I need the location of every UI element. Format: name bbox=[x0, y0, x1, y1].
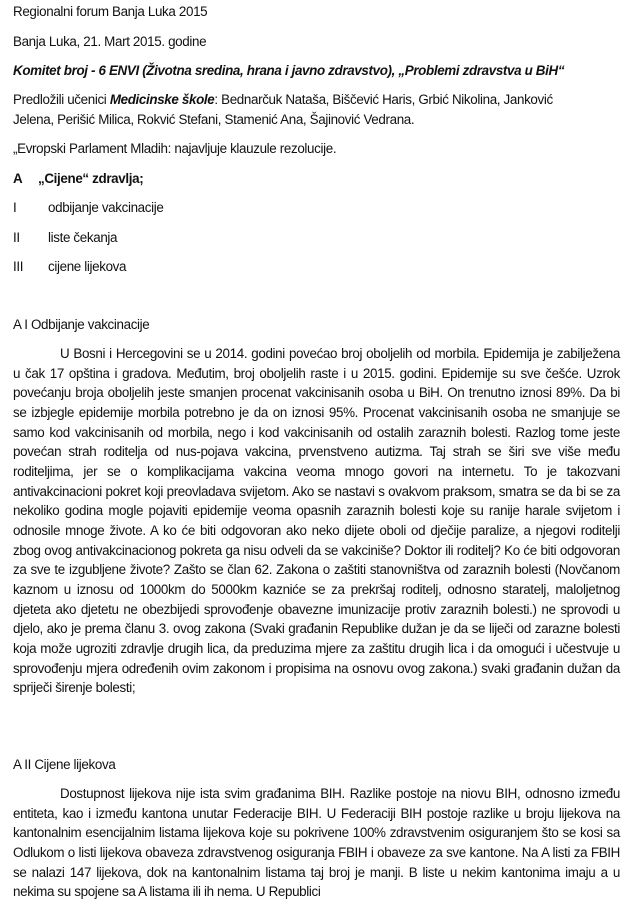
forum-title: Regionalni forum Banja Luka 2015 bbox=[13, 4, 208, 19]
proposer-names-2: Jelena, Perišić Milica, Rokvić Stefani, Stamenić Ana, Šajinović Vedrana. bbox=[13, 112, 415, 127]
outline-heading bbox=[13, 169, 143, 189]
announcement: „Evropski Parlament Mladih: najavljuje klauzule rezolucije. bbox=[13, 141, 337, 156]
outline-section-label: A bbox=[13, 171, 23, 186]
section-body-text: U Bosni i Hercegovini se u 2014. godini povećao broj oboljelih od morbila. Epidemija je zabilježena u čak 17 opština i gradova. Međutim, broj oboljelih raste i u 2015. godini. Epidemije su sve češće. Uzrok povećanju broja oboljelih jeste smanjen procenat vakcinisanih osoba u BiH. On trenutno iznosi 89%. Da bi se izbjegle epidemije morbila potrebno je da on iznosi 95%. Procenat vakcinisanih osoba ne smanjuje se samo kod vakcinisanih od morbila, nego i kod vakcinisanih od ostalih zaraznih bolesti. Razlog tome jeste povećan strah roditelja od nus-pojava vakcina, prvenstveno autizma. Taj strah se širi sve više među roditeljima, jer se o komplikacijama vakcina veoma mnogo govori na internetu. To je takozvani antivakcinacioni pokret koji preovladava svijetom. Ako se nastavi s ovakvom praksom, smatra se da bi se za nekoliko godina mogle pojaviti epidemije veoma opasnih zaraznih bolesti koje su ranije harale svijetom i odnosile mnoge živote. A ko će biti odgovoran ako neko dijete oboli od dječije paralize, a njegovi roditelji zbog ovog antivakcinacionog pokreta ga nisu odveli da se vakciniše? Doktor ili roditelj? Ko će biti odgovoran za sve te izgubljene živote? Zašto se član 62. Zakona o zaštiti stanovništva od zaraznih bolesti (Novčanom kaznom u iznosu od 1000km do 5000km kazniće se za prekršaj roditelj, odnosno staratelj, maloljetnog djeteta ako djetetu ne obezbijedi sprovođenje obavezne imunizacije protiv zaraznih bolesti.) ne sprovodi u djelo, ako je prema članu 3. ovog zakona (Svaki građanin Republike dužan je da se liječi od zarazne bolesti koja može ugroziti zdravlje drugih lica, da preduzima mjere za zaštitu drugih lica i da omogući i učestvuje u sprovođenju mjera određenih ovim zakonom i propisima na osnovu ovog zakona.) svaki građanin dužan da spriječi širenje bolesti; bbox=[13, 346, 620, 696]
outline-item-label: odbijanje vakcinacije bbox=[48, 200, 164, 215]
proposed-prefix: Predložili učenici bbox=[13, 92, 110, 107]
section-body-vaccination bbox=[13, 344, 620, 698]
section-body-medicine-prices bbox=[13, 784, 620, 902]
outline-item-number: I bbox=[13, 200, 17, 215]
section-heading-medicine-prices: A II Cijene lijekova bbox=[13, 757, 116, 772]
outline-item-number: II bbox=[13, 230, 20, 245]
outline-item bbox=[13, 198, 163, 218]
proposers-line-1 bbox=[13, 90, 553, 110]
outline-item-label: cijene lijekova bbox=[48, 259, 127, 274]
school-name: Medicinske škole bbox=[109, 92, 215, 107]
place-date: Banja Luka, 21. Mart 2015. godine bbox=[13, 34, 207, 49]
outline-section-title: „Cijene“ zdravlja; bbox=[38, 171, 144, 186]
outline-item-number: III bbox=[13, 259, 24, 274]
section-heading-vaccination: A I Odbijanje vakcinacije bbox=[13, 317, 150, 332]
outline-item bbox=[13, 257, 126, 277]
outline-item bbox=[13, 228, 117, 248]
outline-item-label: liste čekanja bbox=[48, 230, 118, 245]
section-body-text: Dostupnost lijekova nije ista svim građanima BIH. Razlike postoje na niovu BIH, odnosno između entiteta, kao i između kantona unutar Federacije BIH. U Federaciji BIH postoje razlike u broju lijekova na kantonalnim esencijalnim listama lijekova koje su pokrivene 100% zdravstvenim osiguranjem što se kosi sa Odlukom o listi lijekova obaveza zdravstvenog osiguranja FBIH i obaveze za sve kantone. Na A listi za FBIH se nalazi 147 lijekova, dok na kantonalnim listama taj broj je manji. B liste u nekim kantonima imaju a u nekima su spojene sa A listama ili ih nema. U Republici bbox=[13, 786, 620, 900]
proposer-names-1: : Bednarčuk Nataša, Biščević Haris, Grbić Nikolina, Janković bbox=[214, 92, 553, 107]
committee-title: Komitet broj - 6 ENVI (Životna sredina, hrana i javno zdravstvo), „Problemi zdravstva u BiH“ bbox=[13, 63, 565, 78]
